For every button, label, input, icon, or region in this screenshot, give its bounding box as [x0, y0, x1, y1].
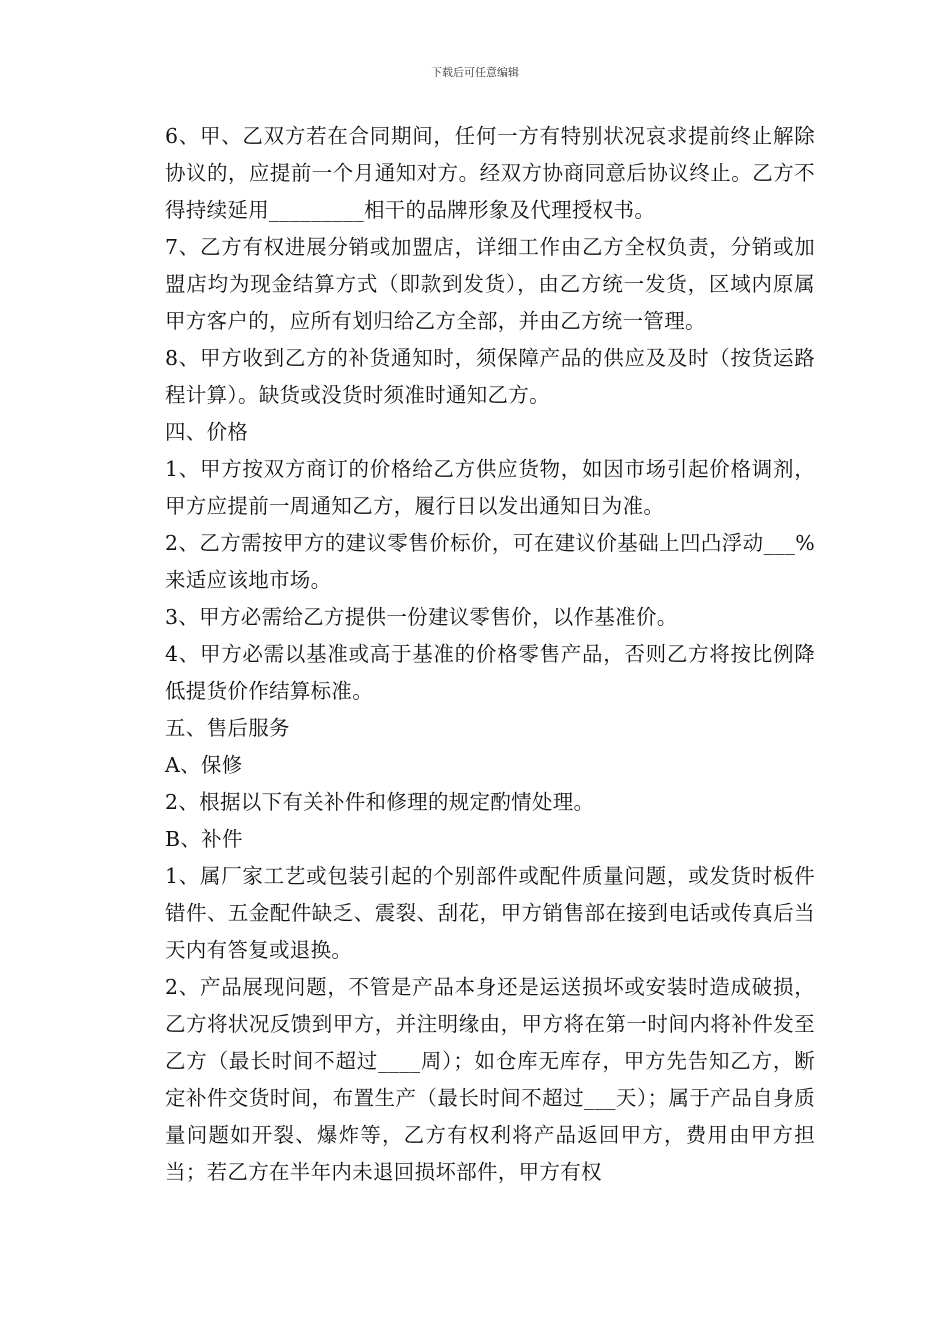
document-body — [143, 118, 815, 1191]
section-heading-price: 四、价格 — [165, 420, 249, 444]
warranty-clause-2: 2、根据以下有关补件和修理的规定酌情处理。 — [165, 790, 595, 814]
section-heading-after-sales: 五、售后服务 — [165, 716, 290, 740]
price-clause-3: 3、甲方必需给乙方提供一份建议零售价，以作基准价。 — [165, 605, 678, 629]
price-clause-4: 4、甲方必需以基准或高于基准的价格零售产品，否则乙方将按比例降低提货价作结算标准。 — [165, 642, 815, 703]
clause-8-restock: 8、甲方收到乙方的补货通知时，须保障产品的供应及及时（按货运路程计算）。缺货或没货时须准时通知乙方。 — [165, 346, 815, 407]
page-header: 下载后可任意编辑 — [431, 66, 519, 79]
parts-clause-2: 2、产品展现问题，不管是产品本身还是运送损坏或安装时造成破损，乙方将状况反馈到甲方，并注明缘由，甲方将在第一时间内将补件发至乙方（最长时间不超过____周）；如仓库无库存，甲方先告知乙方，断定补件交货时间，布置生产（最长时间不超过___天）；属于产品自身质量问题如开裂、爆炸等，乙方有权利将产品返回甲方，费用由甲方担当；若乙方在半年内未退回损坏部件，甲方有权 — [165, 975, 815, 1184]
price-clause-2: 2、乙方需按甲方的建议零售价标价，可在建议价基础上凹凸浮动___%来适应该地市场。 — [165, 531, 815, 592]
clause-6-termination: 6、甲、乙双方若在合同期间，任何一方有特别状况哀求提前终止解除协议的，应提前一个月通知对方。经双方协商同意后协议终止。乙方不得持续延用_________相干的品牌形象及代理授权书。 — [165, 124, 815, 222]
parts-clause-1: 1、属厂家工艺或包装引起的个别部件或配件质量问题，或发货时板件错件、五金配件缺乏、震裂、刮花，甲方销售部在接到电话或传真后当天内有答复或退换。 — [165, 864, 815, 962]
clause-7-distribution: 7、乙方有权进展分销或加盟店，详细工作由乙方全权负责，分销或加盟店均为现金结算方式（即款到发货），由乙方统一发货，区域内原属甲方客户的，应所有划归给乙方全部，并由乙方统一管理。 — [165, 235, 815, 333]
price-clause-1: 1、甲方按双方商订的价格给乙方供应货物，如因市场引起价格调剂，甲方应提前一周通知乙方，履行日以发出通知日为准。 — [165, 457, 815, 518]
subheading-warranty: A、保修 — [165, 753, 243, 777]
subheading-parts: B、补件 — [165, 827, 243, 851]
